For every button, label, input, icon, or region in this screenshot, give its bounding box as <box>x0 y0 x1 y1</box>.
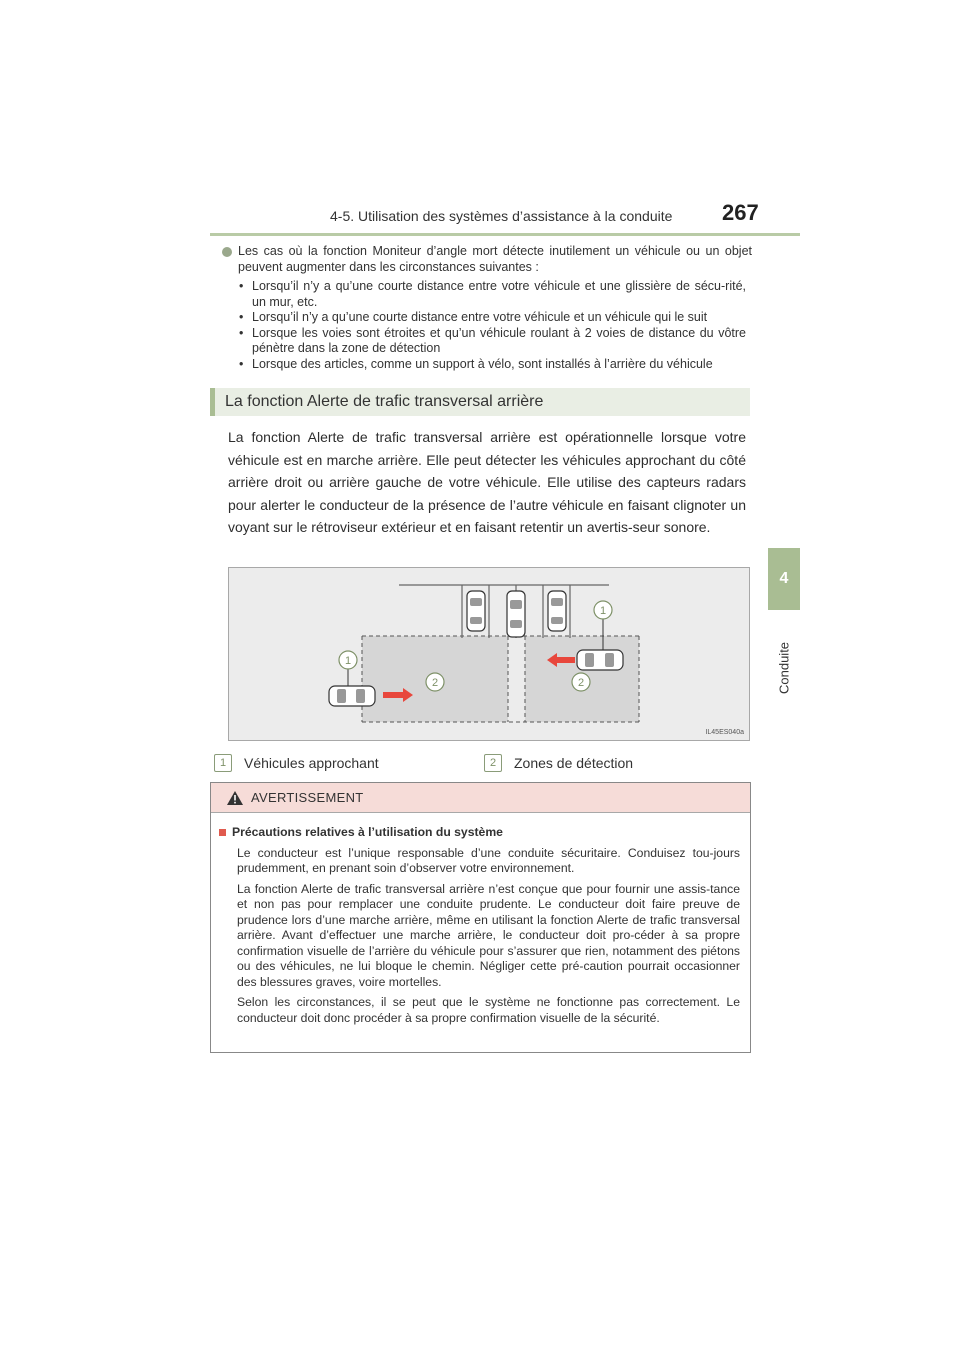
callout-2-left <box>426 673 444 691</box>
list-item: • Lorsque des articles, comme un support à vélo, sont installés à l’arrière du véhicule <box>239 356 713 371</box>
section-heading: La fonction Alerte de trafic transversal arrière <box>210 388 750 416</box>
callout-1-left <box>339 651 357 669</box>
legend-text: Zones de détection <box>514 755 634 771</box>
svg-text:1: 1 <box>344 655 352 667</box>
approaching-car-right <box>577 650 623 670</box>
svg-text:1: 1 <box>599 605 607 617</box>
warning-title: AVERTISSEMENT <box>251 790 364 805</box>
intro-lead: Les cas où la fonction Moniteur d’angle mort détecte inutilement un véhicule ou un objet peuvent augmenter dans les circonstances suivantes : <box>222 244 752 275</box>
square-bullet-icon <box>219 829 226 836</box>
legend-item-2 <box>484 754 633 772</box>
chapter-tab-label: Conduite <box>776 641 792 695</box>
svg-text:2: 2 <box>431 677 439 689</box>
list-item: • Lorsque les voies sont étroites et qu’un véhicule roulant à 2 voies de distance du vôtre pénètre dans la zone de détection <box>239 325 746 355</box>
legend-number: 2 <box>484 754 502 772</box>
svg-text:2: 2 <box>577 677 585 689</box>
warning-paragraph: Le conducteur est l’unique responsable d’une conduite sécuritaire. Conduisez tou-jours prudemment, en prenant soin d’observer votre environnement. <box>237 845 740 875</box>
parked-car <box>467 591 485 631</box>
zone-divider <box>508 636 525 722</box>
header-divider <box>210 233 800 236</box>
chapter-title: 4-5. Utilisation des systèmes d’assistance à la conduite <box>330 208 673 224</box>
cases-list <box>222 279 752 372</box>
section-paragraph: La fonction Alerte de trafic transversal arrière est opérationnelle lorsque votre véhicule est en marche arrière. Elle peut détecter les véhicules approchant du côté arrière droit ou arrière gauche de votre véhicule. Elle utilise des capteurs radars pour alerter le conducteur de la présence de l’autre véhicule en faisant clignoter un voyant sur le rétroviseur extérieur et en faisant retentir un avertis-seur sonore. <box>228 429 746 535</box>
parking-illustration <box>229 568 751 742</box>
legend-item-1 <box>214 754 379 772</box>
warning-paragraph: La fonction Alerte de trafic transversal arrière n’est conçue que pour fournir une assis-tance et non pas pour remplacer une conduite prudente. Le conducteur doit faire preuve de prudence lors d’une marche arrière, même en utilisant la fonction Alerte de trafic transversal arrière. Avant d’effectuer une marche arrière, le conducteur doit pro-céder à sa propre confirmation visuelle de l’arrière du véhicule pour s’assurer que rien, notamment des piétons ou des véhicules, ne lui bloque le chemin. Négliger cette pré-caution pourrait occasionner des blessures graves, voire mortelles. <box>237 881 740 989</box>
rcta-diagram <box>228 567 750 741</box>
parked-car <box>507 591 525 637</box>
figure-code: IL45ES040a <box>705 729 744 736</box>
detection-cases <box>222 244 752 372</box>
callout-1-right <box>594 601 612 619</box>
legend-number: 1 <box>214 754 232 772</box>
list-item: • Lorsqu’il n’y a qu’une courte distance entre votre véhicule et un véhicule qui le suit <box>239 310 708 324</box>
approaching-car-left <box>329 686 375 706</box>
warning-header <box>211 783 750 813</box>
page-number: 267 <box>722 200 759 225</box>
warning-triangle-icon <box>227 791 243 805</box>
parked-car <box>548 591 566 631</box>
warning-box <box>210 782 751 1053</box>
list-item: • Lorsqu’il n’y a qu’une courte distance entre votre véhicule et une glissière de sécu-rité, un mur, etc. <box>239 279 746 309</box>
chapter-tab: 4 <box>768 548 800 610</box>
bullet-dot-icon <box>222 247 232 257</box>
warning-subtitle: Précautions relatives à l’utilisation du système <box>219 825 740 841</box>
warning-paragraph: Selon les circonstances, il se peut que le système ne fonctionne pas correctement. Le conducteur doit donc procéder à sa propre confirmation visuelle de la sécurité. <box>237 995 740 1025</box>
warning-body <box>211 813 750 1026</box>
legend-text: Véhicules approchant <box>244 755 379 771</box>
callout-2-right <box>572 673 590 691</box>
